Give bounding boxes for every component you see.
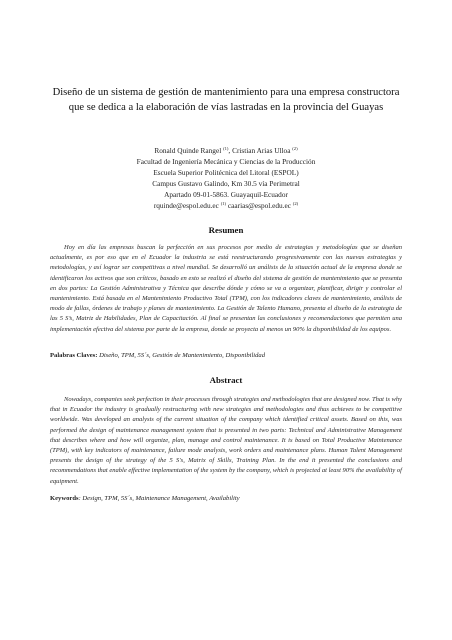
author-block	[60, 145, 392, 211]
author-2-email: caarias@espol.edu.ec	[227, 201, 291, 210]
affiliation-line: Campus Gustavo Galindo, Km 30.5 vía Perimetral	[152, 179, 300, 188]
title-line-1: Diseño de un sistema de gestión de mantenimiento para una empresa constructora	[52, 87, 400, 98]
email-1-marker: (1)	[220, 201, 227, 206]
resumen-body: Hoy en día las empresas buscan la perfección en sus procesos por medio de estrategias y metodologías que se diseñan actualmente, es por eso que en el Ecuador la industria se está reestructurando progresivamente con las nuevas estrategias y metodologías, y así lograr ser competitivas a nivel mundial. Se desarrolló un análisis de la situación actual de la empresa donde se identificaron los activos que son críticos, basado en esto se realizó el diseño del sistema de gestión de mantenimiento que se presenta en dos partes: La Gestión Administrativa y Técnica que describe dónde y cómo se va a organizar, planificar, dirigir y controlar el mantenimiento. Está basada en el Mantenimiento Productivo Total (TPM), con los indicadores claves de mantenimiento, análisis de modo de fallas, órdenes de trabajo y planes de mantenimiento. La Gestión de Talento Humano, presenta el diseño de la estrategia de las 5 S’s, Matriz de Habilidades, Plan de Capacitación. Al final se presentan las conclusiones y recomendaciones que permiten una implementación efectiva del sistema por parte de la empresa, donde se proyecta al menos un 90% la disponibilidad de los equipos.	[50, 244, 402, 333]
paper-title	[40, 85, 412, 115]
title-line-2: que se dedica a la elaboración de vías lastradas en la provincia del Guayas	[68, 102, 384, 113]
author-1-email: rquinde@espol.edu.ec	[153, 201, 219, 210]
author-separator: ,	[228, 146, 233, 155]
resumen-keywords	[50, 351, 402, 361]
abstract-keywords-label: Keywords	[50, 495, 79, 502]
author-line	[60, 145, 392, 156]
resumen-keywords-text: Diseño, TPM, 5S´s, Gestión de Mantenimiento, Disponibilidad	[97, 352, 266, 359]
abstract-keywords	[50, 494, 402, 504]
email-line	[60, 200, 392, 211]
author-1-name: Ronald Quinde Rangel	[154, 146, 222, 155]
author-2-name: Cristian Arias Ulloa	[232, 146, 291, 155]
abstract-body: Nowadays, companies seek perfection in their processes through strategies and methodologies that are designed now. That is why that in Ecuador the industry is gradually restructuring with new strategies and methodologies and thus achieves to be competitive worldwide. Was developed an analysis of the current situation of the company which identified critical assets. Based on this, was performed the design of maintenance management system that is presented in two parts: Technical and Administrative Management that describes where and how will organize, plan, manage and control maintenance. It is based on Total Productive Maintenance (TPM), with key indicators of maintenance, failure mode analysis, work orders and maintenance plans. Human Talent Management presents the design of the strategy of the 5 S's, Matrix of Skills, Training Plan. In the end it presented the conclusions and recommendations that enable effective implementation of the system by the company, which is projected at least 90% the availability of equipment.	[50, 396, 402, 485]
abstract-keywords-text: : Design, TPM, 5S´s, Maintenance Management, Availability	[78, 495, 240, 502]
affiliation-line: Apartado 09-01-5863. Guayaquil-Ecuador	[164, 190, 288, 199]
resumen-heading: Resumen	[208, 225, 244, 235]
email-2-marker: (2)	[292, 201, 299, 206]
affiliation-line: Facultad de Ingeniería Mecánica y Ciencias de la Producción	[136, 157, 316, 166]
affiliation-line: Escuela Superior Politécnica del Litoral (ESPOL)	[153, 168, 299, 177]
abstract-heading: Abstract	[209, 375, 243, 385]
author-2-marker: (2)	[292, 146, 298, 151]
author-1-marker: (1)	[223, 146, 229, 151]
resumen-keywords-label: Palabras Claves:	[50, 352, 98, 359]
